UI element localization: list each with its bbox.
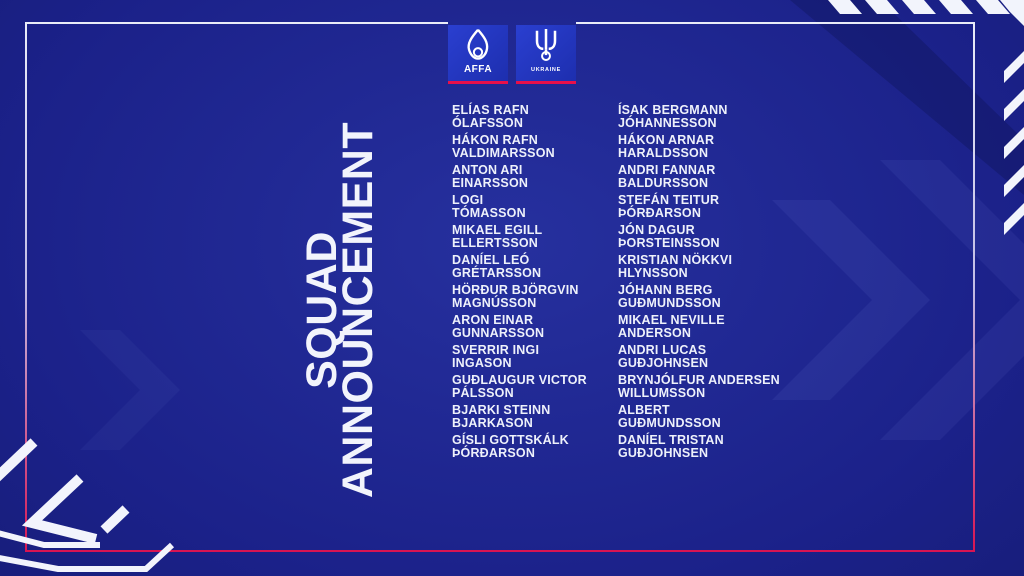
player-name: DANÍEL TRISTAN GUÐJOHNSEN (618, 433, 724, 460)
player-name: ELÍAS RAFN ÓLAFSSON (452, 103, 529, 130)
player-name: DANÍEL LEÓ GRÉTARSSON (452, 253, 542, 280)
player-name: MIKAEL NEVILLE ANDERSON (618, 313, 725, 340)
player-name: ANDRI LUCAS GUÐJOHNSEN (618, 343, 709, 370)
player-name: LOGI TÓMASSON (452, 193, 526, 220)
affa-logo-label: AFFA (463, 64, 493, 75)
affa-tile-red-bar (448, 81, 508, 84)
page-title-line-squad: SQUAD (298, 231, 346, 389)
player-name: BRYNJÓLFUR ANDERSEN WILLUMSSON (618, 373, 780, 400)
player-name: SVERRIR INGI INGASON (452, 343, 540, 370)
player-name: ARON EINAR GUNNARSSON (452, 313, 545, 340)
player-name: HÁKON RAFN VALDIMARSSON (452, 133, 555, 160)
page-title (298, 110, 382, 510)
affa-flame-icon (460, 28, 496, 64)
ukraine-logo-label: UKRAINE (531, 67, 561, 73)
squad-column-right (618, 104, 788, 464)
player-name: JÓN DAGUR ÞORSTEINSSON (618, 223, 720, 250)
player-name: GUÐLAUGUR VICTOR PÁLSSON (452, 373, 587, 400)
frame-border-top-left-segment (25, 22, 448, 24)
page-title-line-announcement: ANNOUNCEMENT (334, 121, 382, 499)
player-name: ALBERT GUÐMUNDSSON (618, 403, 721, 430)
player-name: GÍSLI GOTTSKÁLK ÞÓRÐARSON (452, 433, 569, 460)
player-name: JÓHANN BERG GUÐMUNDSSON (618, 283, 721, 310)
player-name: KRISTIAN NÖKKVI HLYNSSON (618, 253, 733, 280)
player-name: HÁKON ARNAR HARALDSSON (618, 133, 715, 160)
affa-logo-tile (448, 25, 508, 84)
player-name: ÍSAK BERGMANN JÓHANNESSON (618, 103, 728, 130)
federation-logos (448, 25, 576, 84)
ukraine-tile-red-bar (516, 81, 576, 84)
ukraine-trident-icon (528, 28, 564, 66)
corner-decoration-top-right (814, 0, 1024, 240)
corner-decoration-bottom-left (0, 416, 200, 576)
player-name: BJARKI STEINN BJARKASON (452, 403, 551, 430)
player-name: STEFÁN TEITUR ÞÓRÐARSON (618, 193, 720, 220)
ukraine-logo-tile (516, 25, 576, 84)
player-name: ANDRI FANNAR BALDURSSON (618, 163, 716, 190)
player-name: MIKAEL EGILL ELLERTSSON (452, 223, 543, 250)
squad-column-left (452, 104, 612, 464)
player-name: HÖRÐUR BJÖRGVIN MAGNÚSSON (452, 283, 579, 310)
player-name: ANTON ARI EINARSSON (452, 163, 529, 190)
